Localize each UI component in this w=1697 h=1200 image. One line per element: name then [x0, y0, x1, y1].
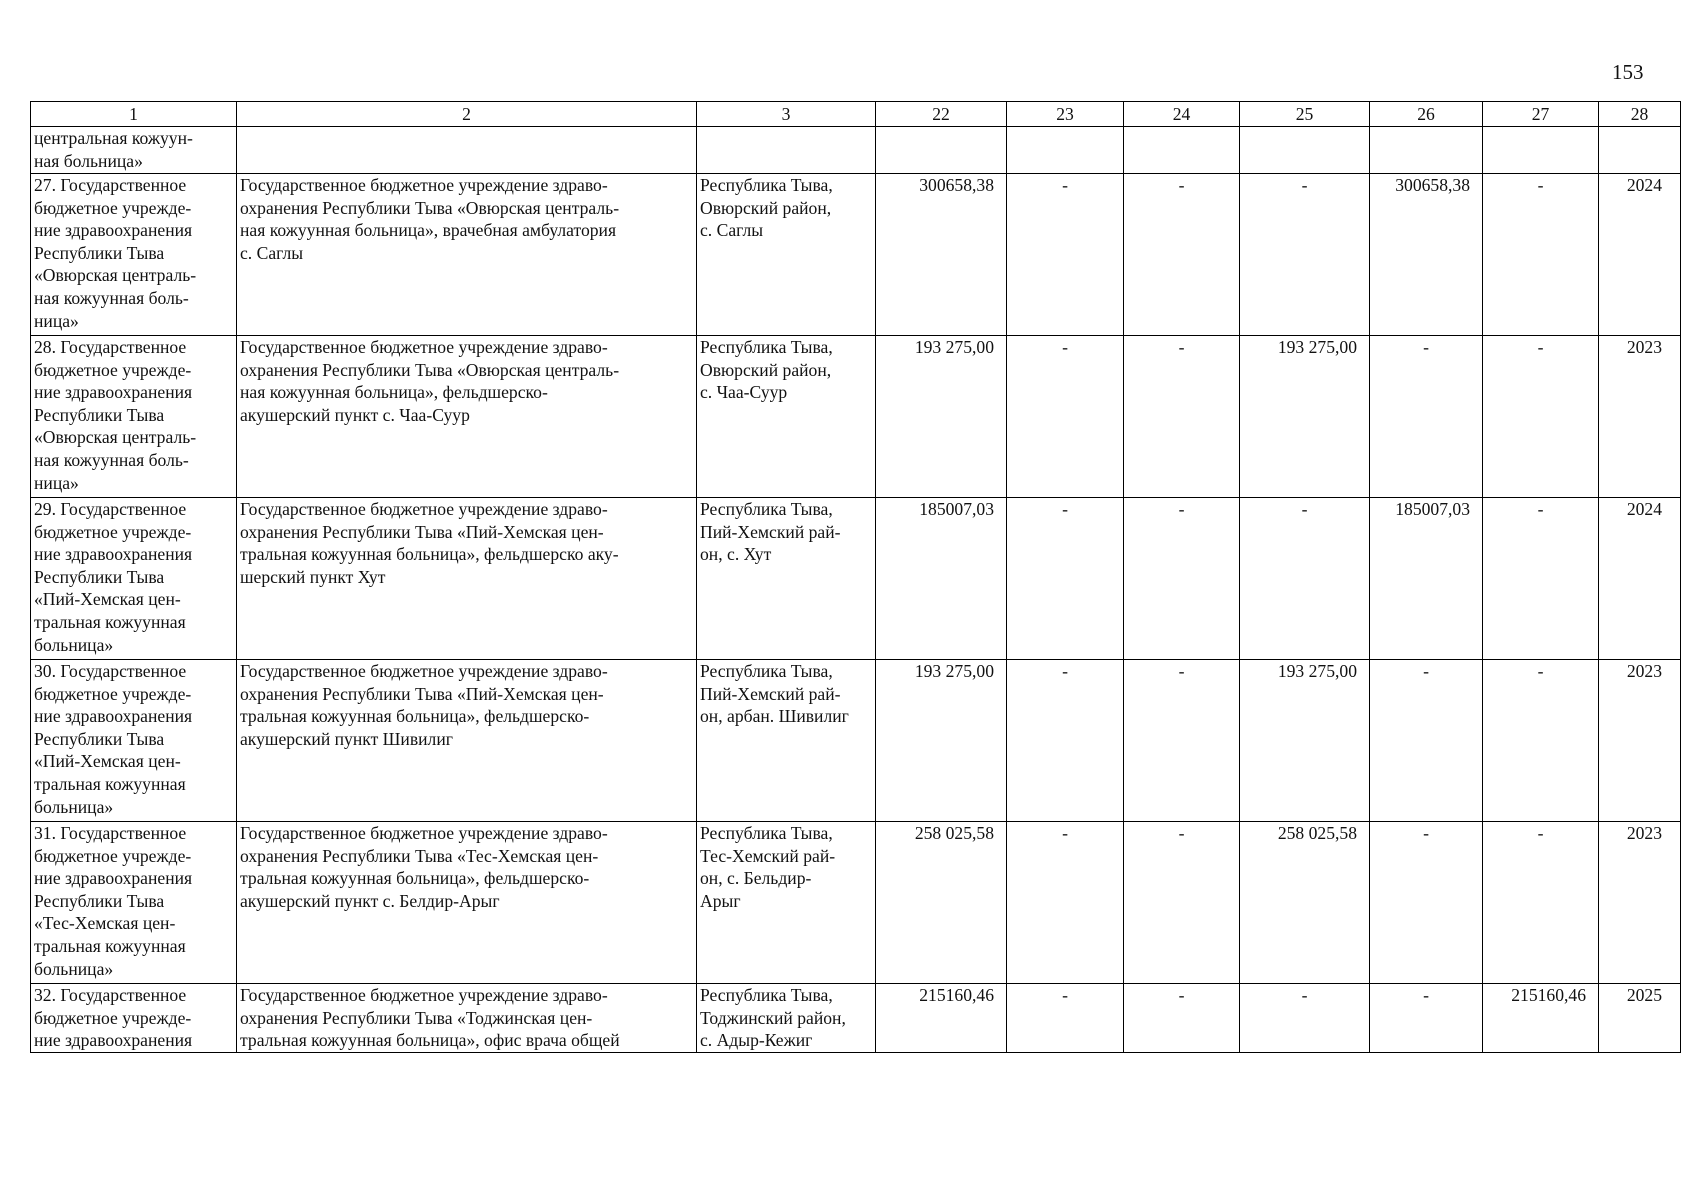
amount-26-cell: - [1370, 660, 1483, 822]
empty-cell [237, 127, 697, 174]
table-row [31, 336, 1681, 498]
amount-22-cell: 185007,03 [876, 498, 1007, 660]
address-cell: Республика Тыва, Пий-Хемский рай- он, с. Хут [697, 498, 876, 660]
column-header: 27 [1483, 102, 1599, 127]
amount-25-cell: 258 025,58 [1240, 822, 1370, 984]
amount-22-cell: 258 025,58 [876, 822, 1007, 984]
institution-cell: центральная кожуун- ная больница» [31, 127, 237, 174]
amount-23-cell: - [1007, 336, 1124, 498]
budget-table [30, 101, 1681, 1053]
column-header: 23 [1007, 102, 1124, 127]
table-row [31, 498, 1681, 660]
amount-22-cell: 193 275,00 [876, 660, 1007, 822]
year-cell: 2023 [1599, 822, 1681, 984]
year-cell: 2025 [1599, 984, 1681, 1053]
address-cell: Республика Тыва, Тес-Хемский рай- он, с. Бельдир- Арыг [697, 822, 876, 984]
amount-26-cell: 300658,38 [1370, 174, 1483, 336]
empty-cell [1599, 127, 1681, 174]
table-row [31, 174, 1681, 336]
amount-22-cell: 300658,38 [876, 174, 1007, 336]
amount-27-cell: 215160,46 [1483, 984, 1599, 1053]
amount-23-cell: - [1007, 174, 1124, 336]
institution-cell: 31. Государственное бюджетное учрежде- ние здравоохранения Республики Тыва «Тес-Хемская цен- тральная кожуунная больница» [31, 822, 237, 984]
institution-cell: 30. Государственное бюджетное учрежде- ние здравоохранения Республики Тыва «Пий-Хемская цен- тральная кожуунная больница» [31, 660, 237, 822]
column-header: 3 [697, 102, 876, 127]
object-cell: Государственное бюджетное учреждение здраво- охранения Республики Тыва «Тоджинская цен- тральная кожуунная больница», офис врача общей [237, 984, 697, 1053]
amount-23-cell: - [1007, 822, 1124, 984]
amount-25-cell: - [1240, 174, 1370, 336]
amount-25-cell: - [1240, 498, 1370, 660]
amount-26-cell: - [1370, 822, 1483, 984]
amount-26-cell: - [1370, 984, 1483, 1053]
empty-cell [1124, 127, 1240, 174]
empty-cell [1483, 127, 1599, 174]
amount-26-cell: - [1370, 336, 1483, 498]
amount-24-cell: - [1124, 498, 1240, 660]
column-header: 24 [1124, 102, 1240, 127]
table-body [31, 174, 1681, 1053]
institution-cell: 32. Государственное бюджетное учрежде- ние здравоохранения [31, 984, 237, 1053]
amount-23-cell: - [1007, 984, 1124, 1053]
amount-25-cell: - [1240, 984, 1370, 1053]
amount-26-cell: 185007,03 [1370, 498, 1483, 660]
column-header: 22 [876, 102, 1007, 127]
amount-24-cell: - [1124, 660, 1240, 822]
amount-24-cell: - [1124, 336, 1240, 498]
amount-27-cell: - [1483, 174, 1599, 336]
empty-cell [1007, 127, 1124, 174]
amount-27-cell: - [1483, 498, 1599, 660]
object-cell: Государственное бюджетное учреждение здраво- охранения Республики Тыва «Пий-Хемская цен- тральная кожуунная больница», фельдшерско- акушерский пункт Шивилиг [237, 660, 697, 822]
column-header: 2 [237, 102, 697, 127]
institution-cell: 27. Государственное бюджетное учрежде- ние здравоохранения Республики Тыва «Овюрская централь- ная кожуунная боль- ница» [31, 174, 237, 336]
year-cell: 2024 [1599, 174, 1681, 336]
amount-24-cell: - [1124, 174, 1240, 336]
table-row [31, 660, 1681, 822]
table-row [31, 984, 1681, 1053]
amount-24-cell: - [1124, 822, 1240, 984]
object-cell: Государственное бюджетное учреждение здраво- охранения Республики Тыва «Овюрская централь- ная кожуунная больница», врачебная амбулатория с. Саглы [237, 174, 697, 336]
empty-cell [1370, 127, 1483, 174]
object-cell: Государственное бюджетное учреждение здраво- охранения Республики Тыва «Пий-Хемская цен- тральная кожуунная больница», фельдшерско аку- шерский пункт Хут [237, 498, 697, 660]
amount-24-cell: - [1124, 984, 1240, 1053]
table-row [31, 822, 1681, 984]
amount-25-cell: 193 275,00 [1240, 660, 1370, 822]
year-cell: 2024 [1599, 498, 1681, 660]
address-cell: Республика Тыва, Овюрский район, с. Чаа-Суур [697, 336, 876, 498]
amount-23-cell: - [1007, 660, 1124, 822]
empty-cell [697, 127, 876, 174]
column-header: 1 [31, 102, 237, 127]
address-cell: Республика Тыва, Овюрский район, с. Саглы [697, 174, 876, 336]
year-cell: 2023 [1599, 336, 1681, 498]
amount-23-cell: - [1007, 498, 1124, 660]
address-cell: Республика Тыва, Тоджинский район, с. Адыр-Кежиг [697, 984, 876, 1053]
year-cell: 2023 [1599, 660, 1681, 822]
table-header-row [31, 102, 1681, 127]
amount-27-cell: - [1483, 336, 1599, 498]
empty-cell [876, 127, 1007, 174]
column-header: 28 [1599, 102, 1681, 127]
page-number: 153 [1612, 60, 1644, 84]
continuation-row [31, 127, 1681, 174]
amount-27-cell: - [1483, 822, 1599, 984]
column-header: 26 [1370, 102, 1483, 127]
amount-27-cell: - [1483, 660, 1599, 822]
institution-cell: 28. Государственное бюджетное учрежде- ние здравоохранения Республики Тыва «Овюрская централь- ная кожуунная боль- ница» [31, 336, 237, 498]
address-cell: Республика Тыва, Пий-Хемский рай- он, арбан. Шивилиг [697, 660, 876, 822]
amount-25-cell: 193 275,00 [1240, 336, 1370, 498]
column-header: 25 [1240, 102, 1370, 127]
institution-cell: 29. Государственное бюджетное учрежде- ние здравоохранения Республики Тыва «Пий-Хемская цен- тральная кожуунная больница» [31, 498, 237, 660]
empty-cell [1240, 127, 1370, 174]
amount-22-cell: 193 275,00 [876, 336, 1007, 498]
amount-22-cell: 215160,46 [876, 984, 1007, 1053]
object-cell: Государственное бюджетное учреждение здраво- охранения Республики Тыва «Тес-Хемская цен- тральная кожуунная больница», фельдшерско- акушерский пункт с. Белдир-Арыг [237, 822, 697, 984]
object-cell: Государственное бюджетное учреждение здраво- охранения Республики Тыва «Овюрская централь- ная кожуунная больница», фельдшерско- акушерский пункт с. Чаа-Суур [237, 336, 697, 498]
